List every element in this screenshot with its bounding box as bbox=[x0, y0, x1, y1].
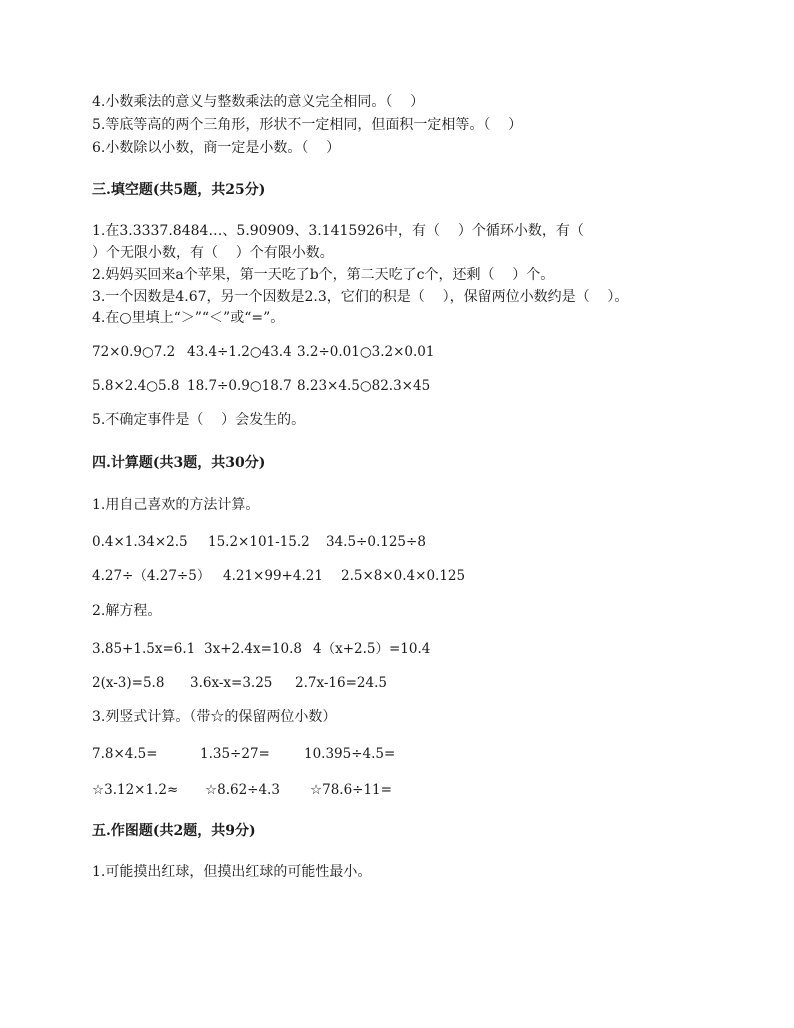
calc-item: 34.5÷0.125÷8 bbox=[326, 534, 426, 550]
vertical-calc-item: ☆3.12×1.2≈ bbox=[92, 782, 179, 798]
fill-question-5: 5.不确定事件是（ ）会发生的。 bbox=[92, 412, 306, 428]
compare-item: 72×0.9○7.2 bbox=[92, 344, 176, 360]
calc-item: 15.2×101-15.2 bbox=[208, 534, 310, 550]
compare-item: 18.7÷0.9○18.7 bbox=[187, 378, 292, 394]
compare-item: 3.2÷0.01○3.2×0.01 bbox=[297, 344, 435, 360]
vertical-calc-item: 10.395÷4.5= bbox=[304, 746, 396, 762]
section-3-title: 三.填空题(共5题，共25分) bbox=[92, 182, 266, 198]
equation-item: 3.85+1.5x=6.1 bbox=[92, 641, 196, 657]
calc-item: 2.5×8×0.4×0.125 bbox=[341, 568, 466, 584]
compare-item: 43.4÷1.2○43.4 bbox=[187, 344, 292, 360]
vertical-calc-item: ☆8.62÷4.3 bbox=[205, 782, 280, 798]
vertical-calc-item: ☆78.6÷11= bbox=[310, 782, 392, 798]
judge-question-5: 5.等底等高的两个三角形，形状不一定相同，但面积一定相等。（ ） bbox=[92, 117, 523, 133]
calc-item: 0.4×1.34×2.5 bbox=[92, 534, 188, 550]
fill-question-1-line-1: 1.在3.3337.8484…、5.90909、3.1415926中，有（ ）个循环小数，有（ bbox=[92, 223, 584, 239]
calc-question-3: 3.列竖式计算。（带☆的保留两位小数） bbox=[92, 709, 337, 725]
equation-item: 3.6x-x=3.25 bbox=[190, 675, 273, 691]
compare-item: 5.8×2.4○5.8 bbox=[92, 378, 180, 394]
equation-item: 2.7x-16=24.5 bbox=[295, 675, 387, 691]
calc-question-1: 1.用自己喜欢的方法计算。 bbox=[92, 497, 260, 513]
fill-question-4: 4.在○里填上“＞”“＜”或“=”。 bbox=[92, 310, 285, 326]
section-5-title: 五.作图题(共2题，共9分) bbox=[92, 823, 256, 839]
equation-item: 2(x-3)=5.8 bbox=[92, 675, 165, 691]
draw-question-1: 1.可能摸出红球，但摸出红球的可能性最小。 bbox=[92, 864, 372, 880]
vertical-calc-item: 1.35÷27= bbox=[200, 746, 270, 762]
judge-question-6: 6.小数除以小数，商一定是小数。（ ） bbox=[92, 140, 341, 156]
calc-item: 4.27÷（4.27÷5） bbox=[92, 568, 211, 584]
compare-item: 8.23×4.5○82.3×45 bbox=[297, 378, 431, 394]
judge-question-4: 4.小数乘法的意义与整数乘法的意义完全相同。（ ） bbox=[92, 94, 425, 110]
fill-question-3: 3.一个因数是4.67，另一个因数是2.3，它们的积是（ ），保留两位小数约是（ ）。 bbox=[92, 289, 629, 305]
equation-item: 3x+2.4x=10.8 bbox=[204, 641, 302, 657]
vertical-calc-item: 7.8×4.5= bbox=[92, 746, 158, 762]
fill-question-2: 2.妈妈买回来a个苹果，第一天吃了b个，第二天吃了c个，还剩（ ）个。 bbox=[92, 267, 555, 283]
section-4-title: 四.计算题(共3题，共30分) bbox=[92, 455, 266, 471]
equation-item: 4（x+2.5）=10.4 bbox=[313, 641, 431, 657]
calc-item: 4.21×99+4.21 bbox=[223, 568, 323, 584]
fill-question-1-line-2: ）个无限小数，有（ ）个有限小数。 bbox=[92, 245, 334, 261]
calc-question-2: 2.解方程。 bbox=[92, 603, 162, 619]
